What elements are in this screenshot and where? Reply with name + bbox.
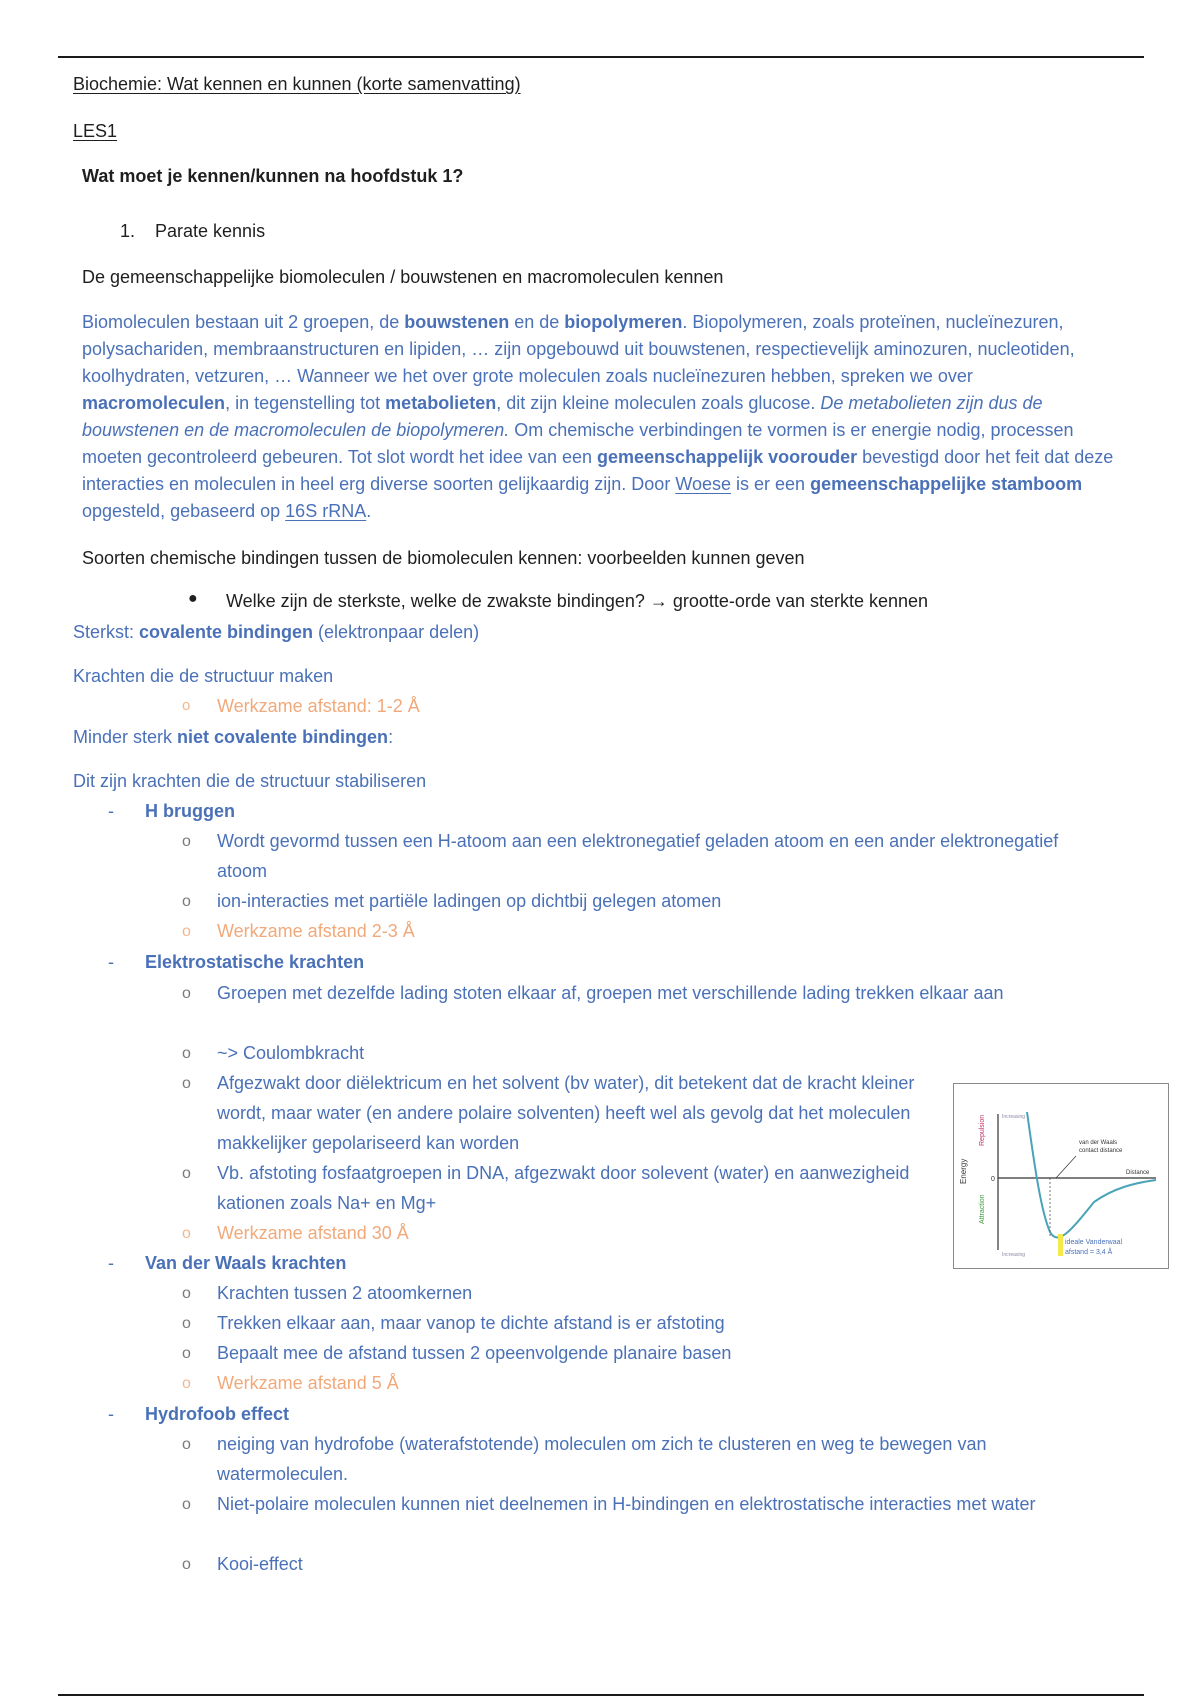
bullet-question: Welke zijn de sterkste, welke de zwakste bindingen? → grootte-orde van sterkte kennen	[226, 591, 929, 611]
bullet-dot: ●	[188, 590, 198, 607]
top-rule	[58, 56, 1144, 58]
rrna-link: 16S rRNA	[285, 501, 367, 521]
highlight-mark	[1058, 1234, 1063, 1256]
section-heading-biomolecules: De gemeenschappelijke biomoleculen / bouwstenen en macromoleculen kennen	[82, 267, 724, 287]
chapter-question: Wat moet je kennen/kunnen na hoofdstuk 1?	[82, 166, 464, 186]
bullet-o: o	[182, 1165, 191, 1182]
forces-stabilize: Dit zijn krachten die de structuur stabiliseren	[73, 771, 427, 791]
attraction-label: Attraction	[979, 1194, 986, 1224]
zero-label: 0	[991, 1176, 995, 1183]
ideal-distance-label-2: afstand = 3,4 Å	[1065, 1249, 1113, 1256]
bullet-o: o	[182, 697, 191, 714]
bullet-o: o	[182, 1225, 191, 1242]
electrostatic-item-3: Afgezwakt door diëlektricum en het solvent (bv water), dit betekent dat de kracht kleiner wordt, maar water (en andere polaire solventen) heeft wel als gevolg dat het moleculen makkelijker gepolariseerd kan worden	[217, 1073, 915, 1153]
hydrophobic-item-2: Niet-polaire moleculen kunnen niet deelnemen in H-bindingen en elektrostatische interacties met water	[217, 1494, 1036, 1514]
dash-bullet: -	[108, 801, 114, 821]
bullet-o: o	[182, 1315, 191, 1332]
doc-title: Biochemie: Wat kennen en kunnen (korte samenvatting)	[73, 74, 521, 94]
vdw-title: Van der Waals krachten	[145, 1253, 347, 1273]
vdw-contact-label-2: contact distance	[1079, 1148, 1123, 1154]
vdw-item-2: Trekken elkaar aan, maar vanop te dichte afstand is er afstoting	[217, 1313, 725, 1333]
distance-label: Distance	[1126, 1170, 1150, 1176]
list-item: Parate kennis	[155, 221, 266, 241]
h-bonds-item-2: ion-interacties met partiële ladingen op dichtbij gelegen atomen	[217, 891, 722, 911]
bullet-o: o	[182, 1436, 191, 1453]
bullet-o: o	[182, 985, 191, 1002]
vdw-distance: Werkzame afstand 5 Å	[217, 1373, 399, 1393]
list-number: 1.	[120, 221, 136, 241]
bullet-o: o	[182, 1075, 191, 1092]
hydrophobic-title: Hydrofoob effect	[145, 1404, 289, 1424]
bottom-rule	[58, 1694, 1144, 1696]
vdw-contact-label-1: van der Waals	[1079, 1140, 1118, 1146]
less-strong-line: Minder sterk niet covalente bindingen:	[73, 727, 394, 747]
hydrophobic-item-1: neiging van hydrofobe (waterafstotende) moleculen om zich te clusteren en weg te bewegen van watermoleculen.	[217, 1434, 987, 1484]
forces-make-structure: Krachten die de structuur maken	[73, 666, 334, 686]
dash-bullet: -	[108, 952, 114, 972]
hydrophobic-item-3: Kooi-effect	[217, 1554, 303, 1574]
electrostatic-item-2: ~> Coulombkracht	[217, 1043, 365, 1063]
increasing-bottom-label: Increasing	[1002, 1252, 1026, 1258]
h-bonds-item-1: Wordt gevormd tussen een H-atoom aan een elektronegatief geladen atoom en een ander elektronegatief atoom	[217, 831, 1059, 881]
bullet-o: o	[182, 1496, 191, 1513]
biomolecules-paragraph: Biomoleculen bestaan uit 2 groepen, de bouwstenen en de biopolymeren. Biopolymeren, zoals proteïnen, nucleïnezuren, polysachariden, membraanstructuren en lipiden, … zijn opgebouwd uit bouwstenen, respectievelijk aminozuren, nucleotiden, koolhydraten, vetzuren, … Wanneer we het over grote moleculen zoals nucleïnezuren hebben, spreken we over macromoleculen, in tegenstelling tot metabolieten, dit zijn kleine moleculen zoals glucose. De metabolieten zijn dus de bouwstenen en de macromoleculen de biopolymeren. Om chemische verbindingen te vormen is er energie nodig, processen moeten gecontroleerd gebeuren. Tot slot wordt het idee van een gemeenschappelijk voorouder bevestigd door het feit dat deze interacties en moleculen in heel erg diverse soorten gelijkaardig zijn. Door Woese is er een gemeenschappelijke stamboom opgesteld, gebaseerd op 16S rRNA.	[82, 312, 1114, 521]
bullet-o: o	[182, 1045, 191, 1062]
bullet-o: o	[182, 1345, 191, 1362]
covalent-distance: Werkzame afstand: 1-2 Å	[217, 696, 420, 716]
electrostatic-item-1: Groepen met dezelfde lading stoten elkaar af, groepen met verschillende lading trekken elkaar aan	[217, 983, 1004, 1003]
section-heading-bonds: Soorten chemische bindingen tussen de biomoleculen kennen: voorbeelden kunnen geven	[82, 548, 805, 568]
dash-bullet: -	[108, 1404, 114, 1424]
lesson-label: LES1	[73, 121, 118, 141]
electrostatic-item-4: Vb. afstoting fosfaatgroepen in DNA, afgezwakt door solevent (water) en aanwezigheid kationen zoals Na+ en Mg+	[217, 1163, 910, 1213]
pointer-line	[1056, 1156, 1076, 1178]
repulsion-label: Repulsion	[979, 1114, 986, 1146]
electrostatic-title: Elektrostatische krachten	[145, 952, 365, 972]
ideal-distance-label-1: ideale Vanderwaal	[1065, 1239, 1123, 1246]
bullet-o: o	[182, 1375, 191, 1392]
electrostatic-distance: Werkzame afstand 30 Å	[217, 1223, 409, 1243]
vdw-item-1: Krachten tussen 2 atoomkernen	[217, 1283, 473, 1303]
bullet-o: o	[182, 1556, 191, 1573]
dash-bullet: -	[108, 1253, 114, 1273]
bullet-o: o	[182, 893, 191, 910]
strongest-line: Sterkst: covalente bindingen (elektronpaar delen)	[73, 622, 480, 642]
bullet-o: o	[182, 923, 191, 940]
bullet-o: o	[182, 833, 191, 850]
woese-link: Woese	[675, 474, 732, 494]
energy-label: Energy	[959, 1158, 968, 1184]
bullet-o: o	[182, 1285, 191, 1302]
h-bonds-distance: Werkzame afstand 2-3 Å	[217, 921, 415, 941]
increasing-top-label: Increasing	[1002, 1114, 1026, 1120]
vdw-item-3: Bepaalt mee de afstand tussen 2 opeenvolgende planaire basen	[217, 1343, 732, 1363]
h-bonds-title: H bruggen	[145, 801, 235, 821]
vdw-potential-figure	[953, 1083, 1169, 1269]
